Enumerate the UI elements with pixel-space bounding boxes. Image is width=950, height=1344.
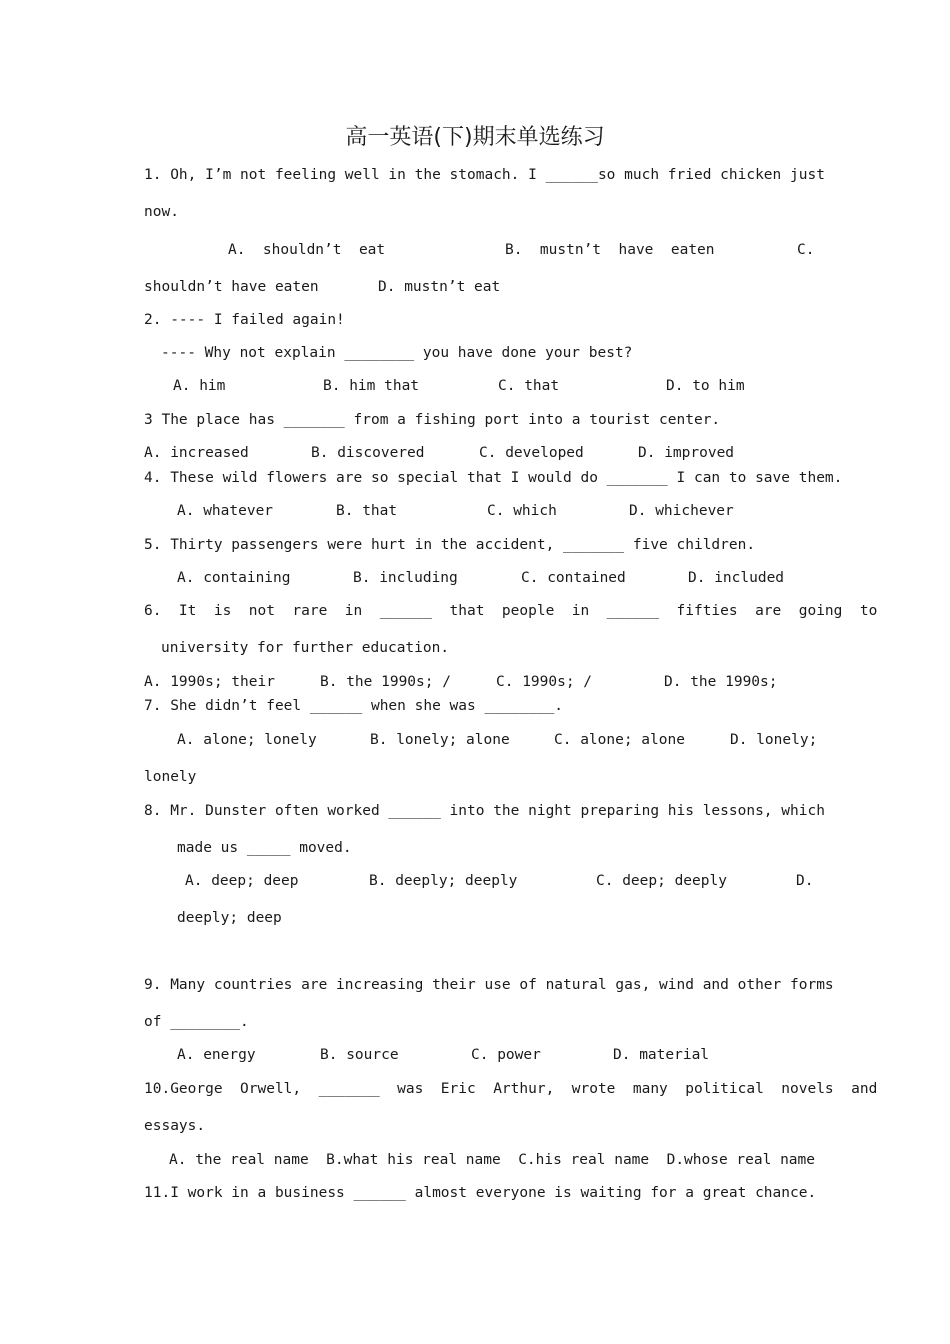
question-7-text: 7. She didn’t feel ______ when she was ________. (144, 698, 564, 714)
question-1-option-c: C. (797, 242, 815, 258)
question-7-option-a: A. alone; lonely (177, 732, 317, 748)
question-4-option-b: B. that (336, 503, 398, 519)
question-3-option-a: A. increased (144, 445, 249, 461)
question-8-text-cont: made us _____ moved. (177, 840, 352, 856)
question-5-option-c: C. contained (521, 570, 626, 586)
question-9-text: 9. Many countries are increasing their use of natural gas, wind and other forms (144, 977, 834, 993)
question-8-option-c: C. deep; deeply (596, 873, 727, 889)
question-4-option-c: C. which (487, 503, 557, 519)
question-6-text-cont: university for further education. (161, 640, 450, 656)
question-6-text: 6. It is not rare in ______ that people in ______ fifties are going to (144, 603, 878, 619)
question-6-option-d: D. the 1990s; (664, 674, 778, 690)
question-7-option-d-cont: lonely (144, 769, 197, 785)
question-2-option-d: D. to him (666, 378, 745, 394)
question-9-option-a: A. energy (177, 1047, 256, 1063)
question-1-option-a: A. shouldn’t eat (228, 242, 386, 258)
question-3-option-b: B. discovered (311, 445, 425, 461)
question-9-option-d: D. material (613, 1047, 710, 1063)
question-7-option-b: B. lonely; alone (370, 732, 510, 748)
question-1-option-d: D. mustn’t eat (378, 279, 501, 295)
question-9-option-b: B. source (320, 1047, 399, 1063)
question-8-option-a: A. deep; deep (185, 873, 299, 889)
question-10-text-cont: essays. (144, 1118, 206, 1134)
question-11-text: 11.I work in a business ______ almost everyone is waiting for a great chance. (144, 1185, 817, 1201)
question-6-option-a: A. 1990s; their (144, 674, 275, 690)
question-3-option-c: C. developed (479, 445, 584, 461)
question-2-option-a: A. him (173, 378, 226, 394)
question-7-option-c: C. alone; alone (554, 732, 685, 748)
question-8-option-d: D. (796, 873, 814, 889)
question-4-text: 4. These wild flowers are so special that I would do _______ I can to save them. (144, 470, 843, 486)
question-4-option-d: D. whichever (629, 503, 734, 519)
question-9-option-c: C. power (471, 1047, 541, 1063)
question-8-text: 8. Mr. Dunster often worked ______ into the night preparing his lessons, which (144, 803, 825, 819)
question-6-option-b: B. the 1990s; / (320, 674, 451, 690)
question-2-option-c: C. that (498, 378, 560, 394)
question-1-option-b: B. mustn’t have eaten (505, 242, 715, 258)
question-9-text-cont: of ________. (144, 1014, 249, 1030)
question-3-option-d: D. improved (638, 445, 735, 461)
question-1-option-c-cont: shouldn’t have eaten (144, 279, 319, 295)
question-1-text-cont: now. (144, 204, 179, 220)
question-3-text: 3 The place has _______ from a fishing port into a tourist center. (144, 412, 721, 428)
question-2-option-b: B. him that (323, 378, 420, 394)
question-10-text: 10.George Orwell, _______ was Eric Arthur, wrote many political novels and (144, 1081, 878, 1097)
question-2-text: 2. ---- I failed again! (144, 312, 345, 328)
question-5-option-a: A. containing (177, 570, 291, 586)
page-title: 高一英语(下)期末单选练习 (345, 125, 605, 150)
question-8-option-b: B. deeply; deeply (369, 873, 518, 889)
question-5-option-b: B. including (353, 570, 458, 586)
question-6-option-c: C. 1990s; / (496, 674, 593, 690)
question-7-option-d: D. lonely; (730, 732, 818, 748)
question-4-option-a: A. whatever (177, 503, 274, 519)
question-2-text-cont: ---- Why not explain ________ you have done your best? (161, 345, 633, 361)
question-5-text: 5. Thirty passengers were hurt in the accident, _______ five children. (144, 537, 756, 553)
question-5-option-d: D. included (688, 570, 785, 586)
question-10-options: A. the real name B.what his real name C.his real name D.whose real name (169, 1152, 816, 1168)
question-1-text: 1. Oh, I’m not feeling well in the stomach. I ______so much fried chicken just (144, 167, 825, 183)
question-8-option-d-cont: deeply; deep (177, 910, 282, 926)
